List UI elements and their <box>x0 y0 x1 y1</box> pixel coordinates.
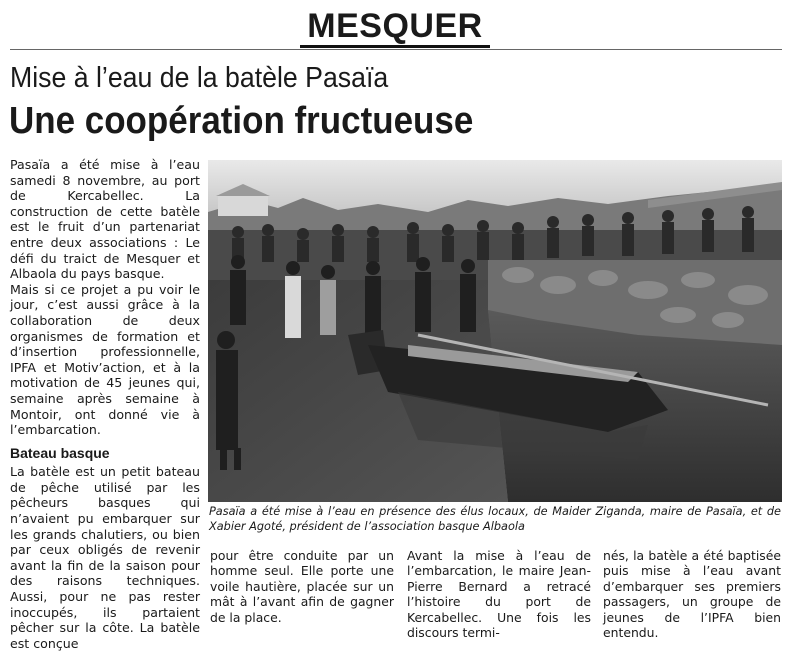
town-name: MESQUER <box>307 7 483 45</box>
header-rule <box>10 49 782 50</box>
launch-photo-illustration <box>208 160 782 502</box>
town-header <box>300 5 490 48</box>
article-column-3: Avant la mise à l’eau de l’embarcation, le maire Jean-Pierre Bernard a retracé l’histoire du port de Kercabellec. Une fois les discours termi- <box>407 548 591 641</box>
article-column-4: nés, la batèle a été baptisée puis mise à l’eau avant d’embarquer ses premiers passagers, un groupe de jeunes de l’IPFA bien entendu. <box>603 548 781 641</box>
article-photo <box>208 160 782 502</box>
article-subtitle: Mise à l’eau de la batèle Pasaïa <box>10 62 389 94</box>
section-paragraph-1: La batèle est un petit bateau de pêche utilisé par les pêcheurs basques qui n’avaient pu embarquer sur les grands chalutiers, ou bien par ceux obligés de revenir avant la fin de la saison pour des raisons techniques. Aussi, pour ne pas rester inoccupés, ils partaient pêcher sur la côte. La batèle est conçue <box>10 464 200 651</box>
article-title: Une coopération fructueuse <box>9 100 474 142</box>
photo-caption: Pasaïa a été mise à l’eau en présence des élus locaux, de Maider Ziganda, maire de Pasaïa, et de Xabier Agoté, président de l’association basque Albaola <box>209 505 781 533</box>
intro-paragraph-2: Mais si ce projet a pu voir le jour, c’est aussi grâce à la collaboration de deux organismes de formation et d’insertion professionnelle, IPFA et Motiv’action, et à la motivation de 45 jeunes qui, semaine après semaine à Montoir, ont donné vie à l’embarcation. <box>10 281 200 438</box>
article-column-1 <box>10 157 200 651</box>
section-heading: Bateau basque <box>10 444 110 461</box>
intro-paragraph-1: Pasaïa a été mise à l’eau samedi 8 novembre, au port de Kercabellec. La construction de cette batèle est le fruit d’un partenariat entre deux associations : Le défi du traict de Mesquer et Albaola du pays basque. <box>10 157 200 282</box>
article-column-2: pour être conduite par un homme seul. Elle porte une voile hautière, placée sur un mât à l’avant afin de gagner de la place. <box>210 548 394 625</box>
